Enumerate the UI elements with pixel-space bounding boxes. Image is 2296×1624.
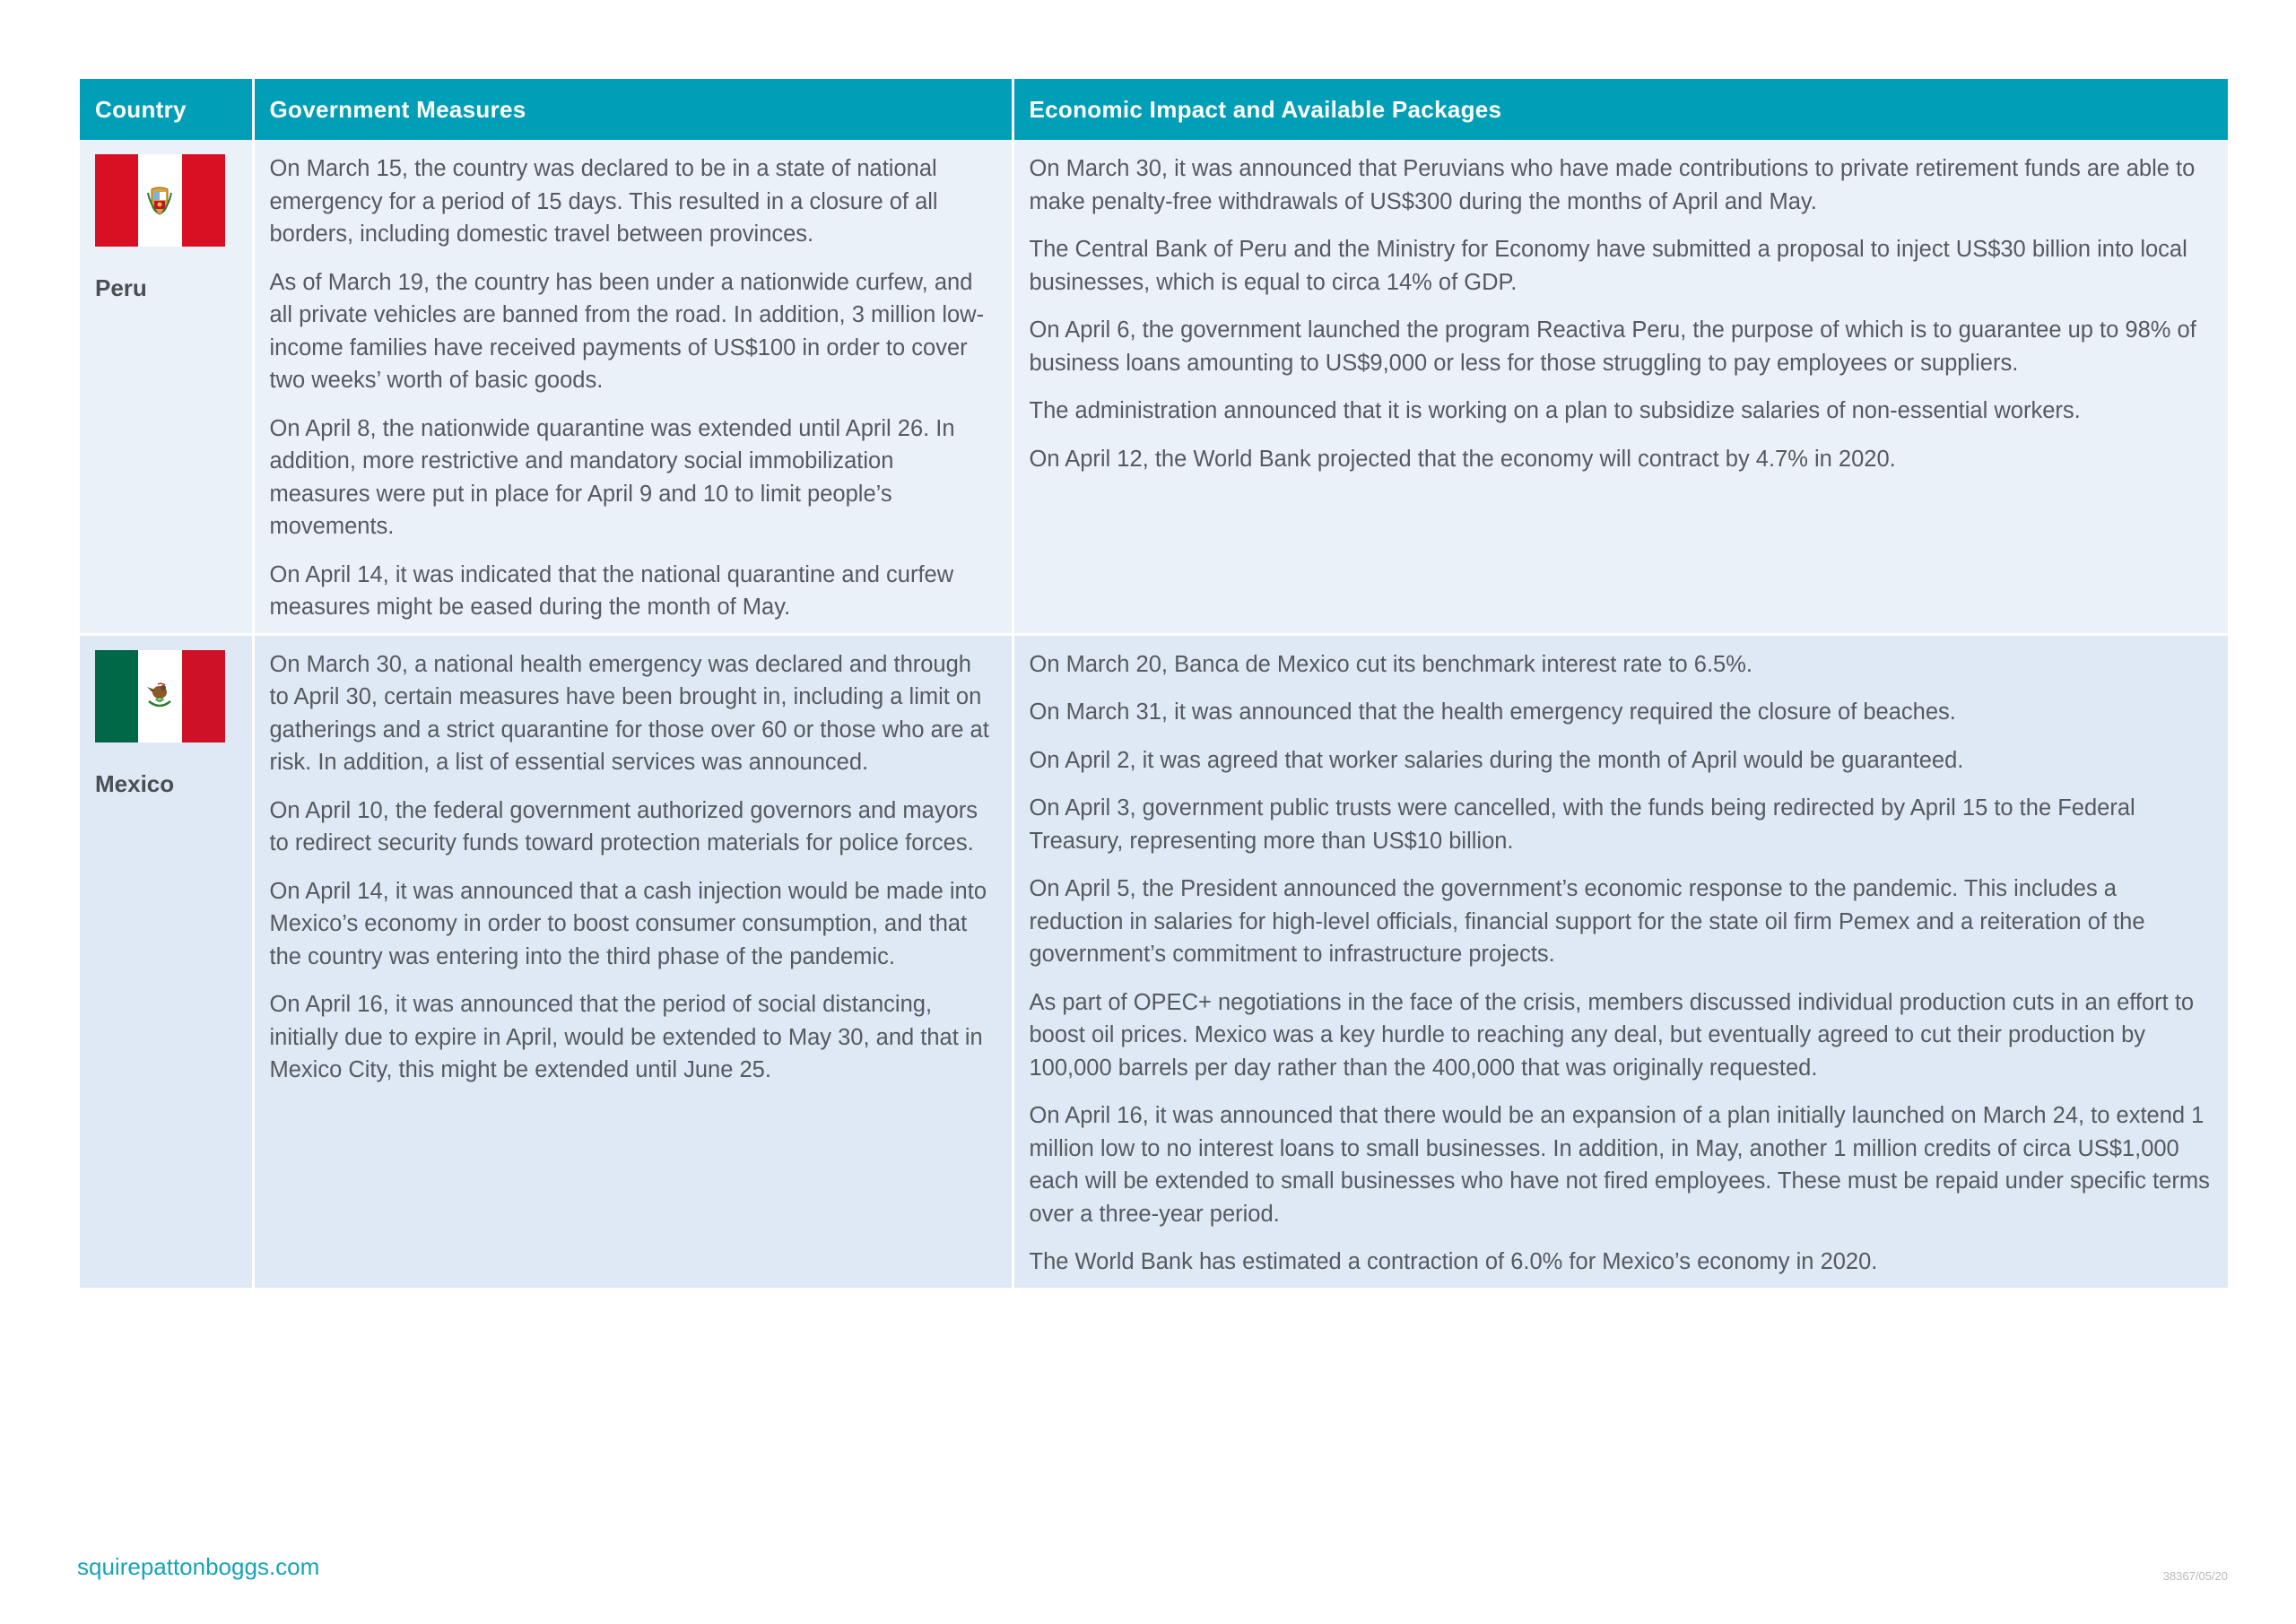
measure-paragraph: On March 15, the country was declared to be in a state of national emergency for a period of 15 days. This resulted in a closure of all borders, including domestic travel between provinces. (269, 156, 938, 247)
economic-paragraph: As part of OPEC+ negotiations in the face of the crisis, members discussed individual production cuts in an effort to boost oil prices. Mexico was a key hurdle to reaching any deal, but eventually agreed to cut their production by 100,000 barrels per day rather than the 400,000 that was originally requested. (1029, 989, 2195, 1081)
economic-paragraph: On April 12, the World Bank projected that the economy will contract by 4.7% in 2020. (1029, 446, 1896, 472)
peru-coat-of-arms-icon (146, 186, 173, 216)
country-measures-table (80, 79, 2228, 1288)
measure-paragraph: On April 14, it was announced that a cash injection would be made into Mexico’s economy in order to boost consumer consumption, and that the country was entering into the third phase of the pandemic. (269, 878, 987, 969)
measure-paragraph: On April 16, it was announced that the period of social distancing, initially due to expire in April, would be extended to May 30, and that in Mexico City, this might be extended until June 25. (269, 992, 983, 1082)
economic-paragraph: On March 31, it was announced that the health emergency required the closure of beaches. (1029, 699, 1956, 725)
country-name-peru: Peru (95, 274, 147, 301)
government-measures-cell (253, 140, 1013, 634)
economic-paragraph: On April 3, government public trusts were cancelled, with the funds being redirected by April 15 to the Federal Treasury, representing more than US$10 billion. (1029, 795, 2135, 854)
website-link[interactable]: squirepattonboggs.com (77, 1553, 320, 1580)
header-economic-impact: Economic Impact and Available Packages (1013, 79, 2228, 140)
country-cell (80, 140, 253, 634)
economic-paragraph: On April 5, the President announced the government’s economic response to the pandemic. This includes a reduction in salaries for high-level officials, financial support for the state oil firm Pemex and a reiteration of the government’s commitment to infrastructure projects. (1029, 876, 2145, 967)
measure-paragraph: On April 8, the nationwide quarantine was extended until April 26. In addition, more restrictive and mandatory social immobilization measures were put in place for April 9 and 10 to limit people’s movements. (269, 415, 955, 539)
measure-paragraph: As of March 19, the country has been under a nationwide curfew, and all private vehicles are banned from the road. In addition, 3 million low-income families have received payments of US$100 in order to cover two weeks’ worth of basic goods. (269, 269, 985, 393)
table-row-peru (80, 140, 2228, 634)
economic-impact-cell (1013, 634, 2228, 1288)
measure-paragraph: On April 14, it was indicated that the national quarantine and curfew measures might be eased during the month of May. (269, 561, 954, 620)
document-code: 38367/05/20 (2162, 1569, 2228, 1583)
measure-paragraph: On March 30, a national health emergency was declared and through to April 30, certain measures have been brought in, including a limit on gatherings and a strict quarantine for those over 60 or those who are at risk. In addition, a list of essential services was announced. (269, 651, 989, 775)
economic-paragraph: On April 16, it was announced that there would be an expansion of a plan initially launched on March 24, to extend 1 million low to no interest loans to small businesses. In addition, in May, another 1 million credits of circa US$1,000 each will be extended to small businesses who have not fired employees. These must be repaid under specific terms over a three-year period. (1029, 1103, 2210, 1227)
country-cell (80, 634, 253, 1288)
country-name-mexico: Mexico (95, 769, 175, 797)
economic-paragraph: On April 6, the government launched the program Reactiva Peru, the purpose of which is to guarantee up to 98% of business loans amounting to US$9,000 or less for those struggling to pay employees or suppliers. (1029, 317, 2196, 376)
economic-paragraph: The World Bank has estimated a contraction of 6.0% for Mexico’s economy in 2020. (1029, 1249, 1878, 1274)
header-country: Country (80, 79, 253, 140)
table-row-mexico (80, 634, 2228, 1288)
mexico-coat-of-arms-icon (144, 682, 176, 710)
economic-paragraph: On April 2, it was agreed that worker salaries during the month of April would be guaranteed. (1029, 747, 1964, 773)
economic-paragraph: On March 20, Banca de Mexico cut its benchmark interest rate to 6.5%. (1029, 651, 1752, 677)
header-government-measures: Government Measures (253, 79, 1013, 140)
table-header-row (80, 79, 2228, 140)
government-measures-cell (253, 634, 1013, 1288)
peru-flag-icon (95, 154, 225, 247)
mexico-flag-icon (95, 650, 225, 743)
measure-paragraph: On April 10, the federal government authorized governors and mayors to redirect security funds toward protection materials for police forces. (269, 797, 978, 855)
economic-paragraph: The administration announced that it is working on a plan to subsidize salaries of non-essential workers. (1029, 398, 2081, 423)
economic-paragraph: The Central Bank of Peru and the Ministry for Economy have submitted a proposal to inject US$30 billion into local businesses, which is equal to circa 14% of GDP. (1029, 237, 2187, 295)
economic-impact-cell (1013, 140, 2228, 634)
economic-paragraph: On March 30, it was announced that Peruvians who have made contributions to private retirement funds are able to make penalty-free withdrawals of US$300 during the months of April and May. (1029, 156, 2196, 214)
